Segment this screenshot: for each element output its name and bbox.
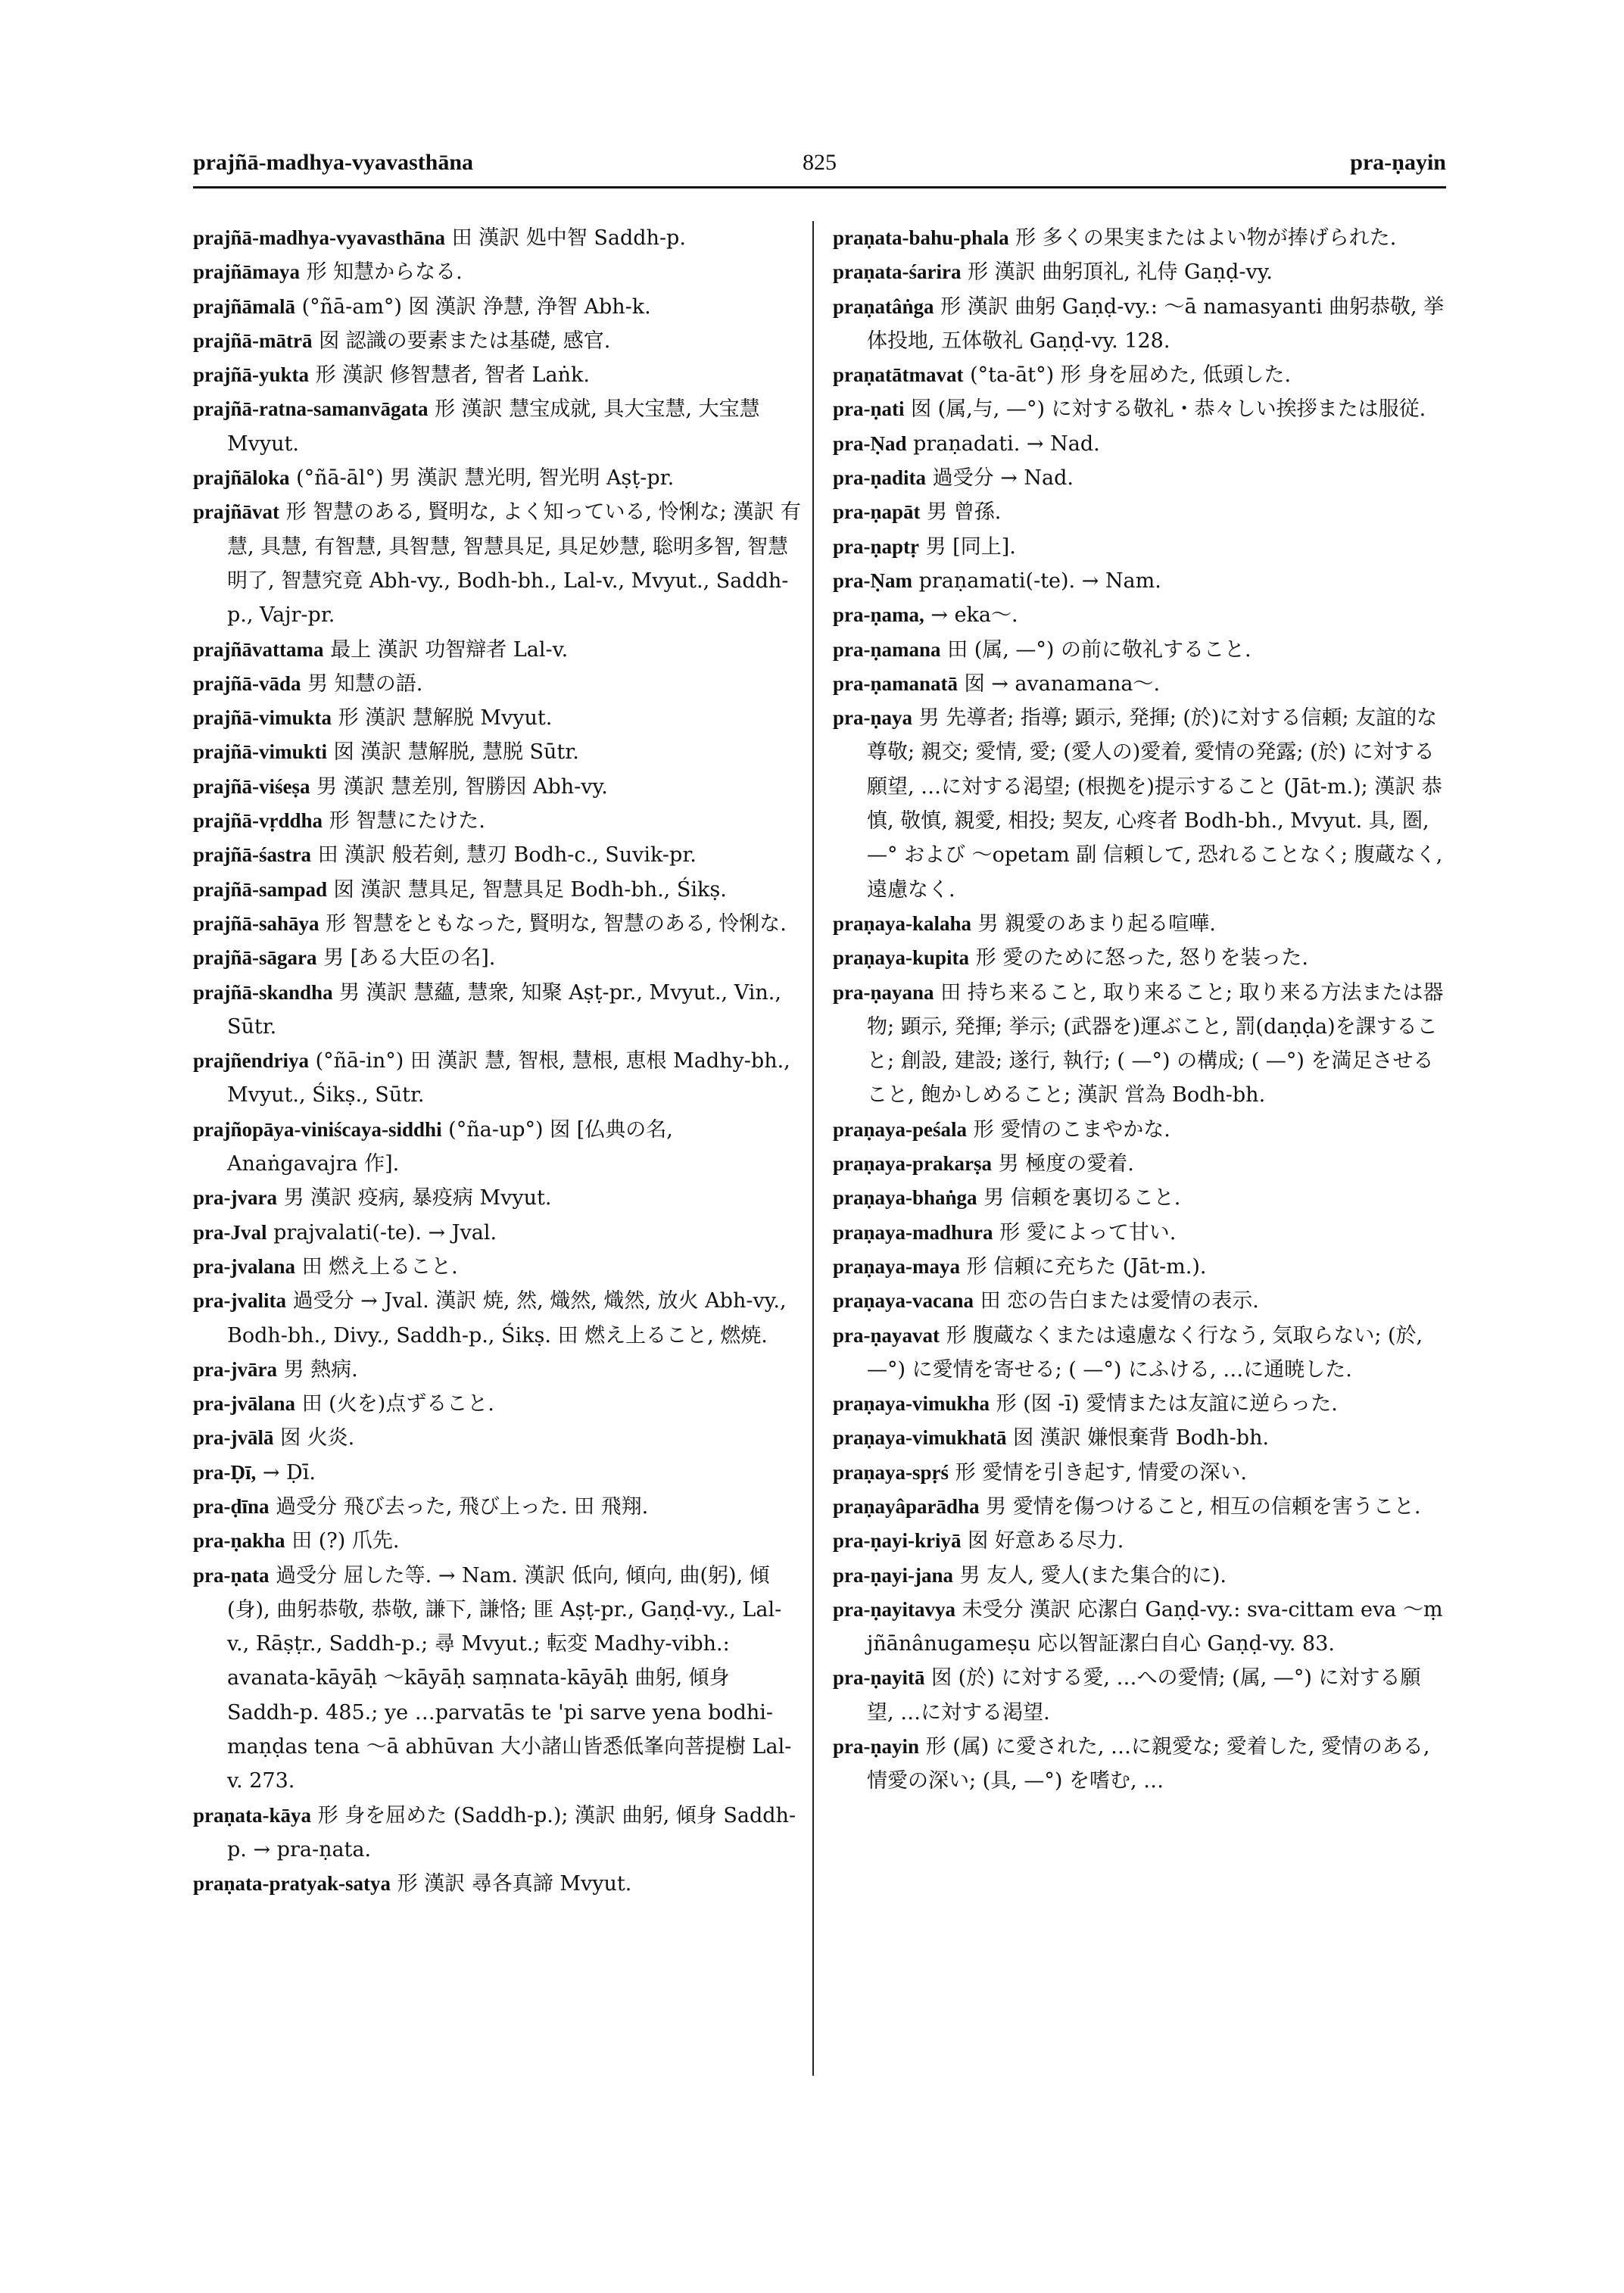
dictionary-entry [193, 358, 803, 392]
definition: 囡 火炎. [280, 1426, 355, 1450]
definition: (°ña-up°) 囡 [仏典の名, Anaṅgavajra 作]. [227, 1117, 673, 1176]
headword: prajñāloka [193, 466, 290, 490]
running-head [193, 148, 1446, 188]
headword: pra-ṇayi-kriyā [833, 1529, 962, 1553]
headword: prajñāmaya [193, 260, 300, 284]
dictionary-entry [193, 804, 803, 838]
headword: prajñā-sāgara [193, 946, 317, 970]
header-last-entry: pra-ṇayin [1350, 150, 1446, 175]
definition: 男 漢訳 慧差別, 智勝因 Abh-vy. [316, 774, 608, 799]
headword: praṇaya-prakarṣa [833, 1152, 993, 1176]
headword: praṇata-kāya [193, 1803, 312, 1827]
definition: 囡 (属,与, —°) に対する敬礼・恭々しい挨拶または服従. [911, 397, 1426, 422]
definition: 囡 認識の要素または基礎, 感官. [319, 329, 611, 353]
headword: pra-ṇaptṛ [833, 534, 919, 558]
dictionary-entry [833, 976, 1446, 1113]
headword: pra-Jval [193, 1220, 267, 1244]
definition: 男 信頼を裏切ること. [983, 1186, 1181, 1210]
dictionary-entry [833, 1421, 1446, 1455]
definition: 形 漢訳 修智慧者, 智者 Laṅk. [315, 363, 590, 388]
column-divider [812, 221, 814, 2076]
dictionary-entry [833, 392, 1446, 426]
headword: pra-ṇayin [833, 1735, 920, 1759]
headword: prajñā-vṛddha [193, 809, 323, 833]
headword: prajñā-vimukta [193, 706, 332, 730]
headword: praṇaya-vimukha [833, 1392, 990, 1416]
headword: pra-Ṇad [833, 431, 907, 455]
definition: 男 親愛のあまり起る喧嘩. [977, 911, 1216, 936]
headword: prajñā-vāda [193, 671, 301, 695]
headword: praṇaya-peśala [833, 1117, 968, 1141]
dictionary-entry [833, 941, 1446, 975]
definition: praṇamati(-te). → Nam. [918, 569, 1161, 593]
headword: pra-ṇayitavya [833, 1597, 955, 1621]
definition: 田 漢訳 処中智 Saddh-p. [451, 226, 686, 250]
dictionary-entry [193, 976, 803, 1045]
headword: pra-jvalana [193, 1254, 295, 1278]
headword: praṇaya-madhura [833, 1220, 993, 1244]
definition: 男 知慧の語. [307, 671, 423, 696]
dictionary-entry [193, 290, 803, 324]
headword: pra-ḍīna [193, 1494, 270, 1518]
page-number: 825 [803, 150, 837, 175]
definition: 形 信頼に充ちた (Jāt-m.). [966, 1254, 1207, 1279]
definition: 田 漢訳 般若剣, 慧刃 Bodh-c., Suvik-pr. [317, 843, 697, 868]
headword: prajñāvat [193, 500, 279, 524]
definition: 男 漢訳 疫病, 暴疫病 Mvyut. [283, 1186, 552, 1210]
headword: pra-jvara [193, 1186, 277, 1210]
dictionary-entry [833, 1524, 1446, 1558]
definition: 形 漢訳 曲躬頂礼, 礼侍 Gaṇḍ-vy. [968, 260, 1273, 285]
definition: → eka～. [930, 603, 1018, 628]
headword: pra-ṇayitā [833, 1666, 925, 1690]
headword: praṇatâṅga [833, 294, 934, 318]
dictionary-entry [833, 427, 1446, 461]
dictionary-entry [833, 1730, 1446, 1799]
dictionary-entry [833, 1216, 1446, 1250]
definition: 形 知慧からなる. [306, 260, 463, 285]
dictionary-entry [193, 941, 803, 975]
headword: pra-ṇamanatā [833, 671, 959, 695]
definition: 形 愛によって甘い. [999, 1220, 1177, 1245]
definition: 男 [同上]. [925, 534, 1016, 559]
headword: pra-Ḍī, [193, 1460, 257, 1484]
dictionary-entry [193, 907, 803, 941]
headword: prajñā-mātrā [193, 329, 313, 352]
dictionary-entry [833, 255, 1446, 289]
definition: 男 漢訳 慧蘊, 慧衆, 知聚 Aṣṭ-pr., Mvyut., Vin., Sūtr. [227, 980, 781, 1039]
dictionary-entry [833, 358, 1446, 392]
dictionary-entry [193, 1559, 803, 1799]
headword: pra-ṇama, [833, 603, 924, 627]
definition: 形 身を屈めた (Saddh-p.); 漢訳 曲躬, 傾身 Saddh-p. → pra-ṇata. [227, 1803, 796, 1862]
definition: 形 多くの果実またはよい物が捧げられた. [1015, 226, 1397, 250]
dictionary-entry [193, 221, 803, 255]
definition: prajvalati(-te). → Jval. [273, 1220, 497, 1245]
dictionary-entry [193, 1867, 803, 1901]
definition: 形 (属) に愛された, …に親愛な; 愛着した, 愛情のある, 情愛の深い; (具, —°) を嗜む, … [867, 1735, 1430, 1793]
definition: 男 [ある大臣の名]. [323, 946, 496, 970]
dictionary-entry [833, 221, 1446, 255]
dictionary-entry [193, 1353, 803, 1387]
definition: (°ta-āt°) 形 身を屈めた, 低頭した. [970, 363, 1292, 388]
definition: praṇadati. → Nad. [913, 431, 1100, 456]
dictionary-entry [833, 1387, 1446, 1421]
headword: praṇaya-spṛś [833, 1460, 949, 1484]
headword: prajñāvattama [193, 637, 324, 661]
definition: → Ḍī. [262, 1460, 316, 1485]
definition: 男 曾孫. [927, 500, 1002, 525]
headword: pra-jvalita [193, 1289, 286, 1313]
headword: praṇaya-bhaṅga [833, 1186, 977, 1210]
dictionary-entry [833, 1456, 1446, 1490]
headword: pra-ṇayana [833, 980, 934, 1004]
dictionary-entry [193, 1113, 803, 1182]
dictionary-entry [833, 564, 1446, 598]
dictionary-entry [193, 1524, 803, 1558]
definition: (°ñā-āl°) 男 漢訳 慧光明, 智光明 Aṣṭ-pr. [296, 466, 675, 491]
dictionary-entry [193, 1799, 803, 1868]
dictionary-entry [193, 1456, 803, 1490]
dictionary-entry [833, 290, 1446, 359]
dictionary-entry [193, 735, 803, 769]
headword: prajñā-viśeṣa [193, 774, 310, 798]
definition: 過受分 → Nad. [932, 466, 1074, 491]
headword: prajñā-yukta [193, 363, 310, 387]
definition: 過受分 → Jval. 漢訳 焼, 然, 熾然, 熾然, 放火 Abh-vy., Bodh-bh., Divy., Saddh-p., Śikṣ. 田 燃え上ること, 燃焼. [227, 1289, 787, 1347]
headword: praṇaya-kalaha [833, 911, 972, 935]
definition: 囡 (於) に対する愛, …への愛情; (属, —°) に対する願望, …に対する渇望. [867, 1666, 1421, 1724]
definition: (°ñā-in°) 田 漢訳 慧, 智根, 慧根, 恵根 Madhy-bh., Mvyut., Śikṣ., Sūtr. [227, 1049, 790, 1108]
headword: prajñā-ratna-samanvāgata [193, 397, 429, 421]
headword: prajñā-sampad [193, 877, 328, 901]
headword: praṇatātmavat [833, 363, 964, 387]
headword: prajñā-sahāya [193, 911, 320, 935]
definition: 最上 漢訳 功智辯者 Lal-v. [330, 637, 569, 662]
definition: 形 智慧にたけた. [329, 809, 485, 833]
dictionary-entry [833, 461, 1446, 495]
headword: pra-ṇadita [833, 466, 927, 490]
dictionary-entry [193, 1044, 803, 1113]
dictionary-entry [193, 255, 803, 289]
headword: pra-ṇati [833, 397, 905, 421]
headword: prajñā-skandha [193, 980, 333, 1004]
definition: 囡 漢訳 嫌恨棄背 Bodh-bh. [1013, 1426, 1270, 1450]
definition: 囡 → avanamana～. [964, 671, 1161, 696]
dictionary-entry [193, 495, 803, 632]
definition: 形 漢訳 慧宝成就, 具大宝慧, 大宝慧 Mvyut. [227, 397, 760, 456]
headword: praṇaya-maya [833, 1254, 960, 1278]
definition: 形 智慧のある, 賢明な, よく知っている, 怜悧な; 漢訳 有慧, 具慧, 有智慧, 具智慧, 智慧具足, 具足妙慧, 聡明多智, 智慧明了, 智慧究竟 Abh-vy., Bodh-bh., Lal-v., Mvyut., Saddh-p., Vajr-pr. [227, 500, 801, 628]
dictionary-entry [193, 1216, 803, 1250]
dictionary-entry [193, 1490, 803, 1524]
definition: 形 腹蔵なくまたは遠慮なく行なう, 気取らない; (於, —°) に愛情を寄せる; ( —°) にふける, …に通暁した. [867, 1323, 1423, 1382]
headword: prajñāmalā [193, 294, 295, 318]
headword: pra-ṇata [193, 1563, 270, 1587]
dictionary-entry [193, 838, 803, 872]
definition: 田 (火を)点ずること. [301, 1392, 494, 1416]
dictionary-entry [193, 633, 803, 667]
dictionary-entry [193, 667, 803, 701]
header-first-entry: prajñā-madhya-vyavasthāna [193, 150, 474, 175]
dictionary-entry [833, 1490, 1446, 1524]
definition: 男 愛情を傷つけること, 相互の信頼を害うこと. [986, 1494, 1421, 1519]
dictionary-entry [193, 1181, 803, 1215]
definition: 田 恋の告白または愛情の表示. [980, 1289, 1259, 1313]
headword: praṇaya-vacana [833, 1289, 974, 1313]
definition: 過受分 屈した等. → Nam. 漢訳 低向, 傾向, 曲(躬), 傾(身), 曲躬恭敬, 恭敬, 謙下, 謙恪; 匪 Aṣṭ-pr., Gaṇḍ-vy., Lal-v., Rāṣṭr., Saddh-p.; 尋 Mvyut.; 転変 Madhy-vibh.: avanata-kāyāḥ ～kāyāḥ saṃnata-kāyāḥ 曲躬, 傾身 Saddh-p. 485.; ye …parvatās te 'pi sarve yena bodhi-maṇḍas tena ～ā abhūvan 大小諸山皆悉低峯向菩提樹 Lal-v. 273. [227, 1563, 792, 1793]
dictionary-entry [193, 1421, 803, 1455]
definition: 田 燃え上ること. [301, 1254, 458, 1279]
dictionary-entry [833, 701, 1446, 907]
dictionary-entry [833, 1593, 1446, 1662]
definition: 男 友人, 愛人(また集合的に). [959, 1563, 1227, 1587]
dictionary-entry [833, 1181, 1446, 1215]
definition: 形 漢訳 尋各真諦 Mvyut. [397, 1872, 632, 1896]
headword: pra-jvāra [193, 1357, 277, 1381]
dictionary-entry [833, 1250, 1446, 1284]
dictionary-entry [833, 1319, 1446, 1388]
dictionary-entry [193, 1284, 803, 1353]
definition: 未受分 漢訳 応潔白 Gaṇḍ-vy.: sva-cittam eva ～ṃ jñānânugameṣu 応以智証潔白自心 Gaṇḍ-vy. 83. [867, 1597, 1443, 1656]
definition: 形 愛のために怒った, 怒りを装った. [975, 946, 1308, 970]
definition: 田 (属, —°) の前に敬礼すること. [947, 637, 1252, 662]
headword: pra-jvālā [193, 1426, 274, 1450]
headword: pra-ṇamana [833, 637, 941, 661]
headword: prajñendriya [193, 1049, 310, 1073]
dictionary-entry [833, 1661, 1446, 1730]
headword: praṇata-pratyak-satya [193, 1872, 391, 1896]
definition: 形 愛情のこまやかな. [973, 1117, 1170, 1142]
left-column [193, 221, 803, 1902]
dictionary-entry [193, 1387, 803, 1421]
dictionary-entry [193, 324, 803, 358]
headword: praṇata-śarira [833, 260, 962, 284]
definition: 男 先導者; 指導; 顕示, 発揮; (於)に対する信頼; 友誼的な尊敬; 親交; 愛情, 愛; (愛人の)愛着, 愛情の発露; (於) に対する願望, …に対する渇望; (根拠を)提示すること (Jāt-m.); 漢訳 恭慎, 敬慎, 親愛, 相投; 契友, 心疼者 Bodh-bh., Mvyut. 具, 圏, —° および ～opetam 副 信頼して, 恐れることなく; 腹蔵なく, 遠慮なく. [867, 706, 1443, 902]
definition: 囡 好意ある尽力. [968, 1529, 1124, 1553]
definition: 形 智慧をともなった, 賢明な, 智慧のある, 怜悧な. [326, 911, 787, 936]
headword: pra-ṇayavat [833, 1323, 940, 1347]
definition: 囡 漢訳 慧具足, 智慧具足 Bodh-bh., Śikṣ. [333, 877, 727, 902]
dictionary-entry [193, 701, 803, 735]
definition: 男 熱病. [283, 1357, 358, 1382]
definition: 囡 漢訳 慧解脱, 慧脱 Sūtr. [333, 740, 579, 765]
definition: 形 (囡 -ī) 愛情または友誼に逆らった. [996, 1392, 1338, 1416]
definition: (°ñā-am°) 囡 漢訳 浄慧, 浄智 Abh-k. [301, 294, 651, 319]
dictionary-entry [833, 495, 1446, 529]
headword: prajñā-madhya-vyavasthāna [193, 226, 446, 249]
definition: 過受分 飛び去った, 飛び上った. 田 飛翔. [276, 1494, 649, 1519]
headword: pra-ṇapāt [833, 500, 921, 524]
definition: 田 持ち来ること, 取り来ること; 取り来る方法または器物; 顕示, 発揮; 挙示; (武器を)運ぶこと, 罰(daṇḍa)を課すること; 創設, 建設; 遂行, 執行; ( —°) の構成; ( —°) を満足させること, 飽かしめること; 漢訳 営為 Bodh-bh. [867, 980, 1444, 1108]
dictionary-entry [833, 1559, 1446, 1593]
headword: pra-jvālana [193, 1392, 295, 1416]
dictionary-entry [833, 907, 1446, 941]
headword: praṇaya-vimukhatā [833, 1426, 1007, 1450]
dictionary-entry [833, 1113, 1446, 1147]
headword: praṇayâparādha [833, 1494, 980, 1518]
dictionary-entry [193, 770, 803, 804]
dictionary-entry [833, 1147, 1446, 1181]
headword: pra-ṇakha [193, 1529, 285, 1553]
dictionary-entry [833, 1284, 1446, 1318]
dictionary-entry [193, 873, 803, 907]
right-column [833, 221, 1446, 1799]
definition: 形 愛情を引き起す, 情愛の深い. [955, 1460, 1247, 1485]
dictionary-entry [833, 598, 1446, 632]
dictionary-entry [833, 633, 1446, 667]
headword: prajñā-śastra [193, 843, 311, 867]
headword: pra-ṇayi-jana [833, 1563, 954, 1587]
dictionary-entry [193, 1250, 803, 1284]
definition: 男 極度の愛着. [998, 1152, 1134, 1176]
headword: pra-Ṇam [833, 569, 912, 592]
definition: 田 (?) 爪先. [291, 1529, 400, 1553]
headword: prajñā-vimukti [193, 740, 328, 764]
headword: praṇaya-kupita [833, 946, 970, 970]
dictionary-entry [833, 667, 1446, 701]
headword: prajñopāya-viniścaya-siddhi [193, 1117, 442, 1141]
dictionary-entry [193, 392, 803, 461]
definition: 形 漢訳 曲躬 Gaṇḍ-vy.: ～ā namasyanti 曲躬恭敬, 挙体投地, 五体敬礼 Gaṇḍ-vy. 128. [867, 294, 1445, 353]
headword: praṇata-bahu-phala [833, 226, 1009, 249]
dictionary-entry [833, 530, 1446, 564]
dictionary-entry [193, 461, 803, 495]
headword: pra-ṇaya [833, 706, 913, 730]
definition: 形 漢訳 慧解脱 Mvyut. [338, 706, 553, 731]
